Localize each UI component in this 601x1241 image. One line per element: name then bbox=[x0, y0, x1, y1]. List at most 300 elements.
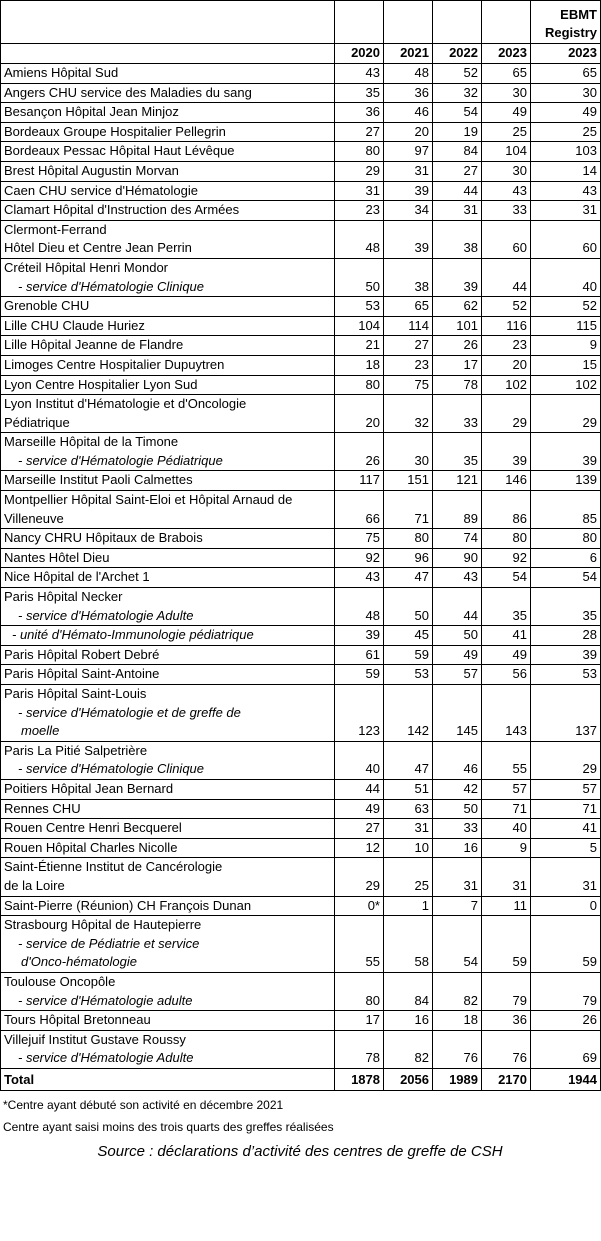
value-2020: 61 bbox=[335, 645, 384, 665]
value-2020: 35 bbox=[335, 83, 384, 103]
value-2021: 23 bbox=[384, 355, 433, 375]
centre-name-cell bbox=[1, 161, 335, 181]
value-ebmt-2023: 30 bbox=[531, 83, 601, 103]
value-2020: 44 bbox=[335, 779, 384, 799]
centre-name-cell bbox=[1, 181, 335, 201]
centre-name: Marseille Hôpital de la Timone bbox=[4, 434, 179, 450]
value-2020: 80 bbox=[335, 972, 384, 1010]
header-empty-cell bbox=[384, 1, 433, 44]
value-2021: 30 bbox=[384, 433, 433, 471]
centre-name-cell bbox=[1, 685, 335, 742]
centre-name-cell bbox=[1, 838, 335, 858]
year-header-ebmt-2023: 2023 bbox=[531, 44, 601, 64]
centre-name: Lyon Institut d'Hématologie et d'Oncologie bbox=[4, 396, 247, 412]
value-2023: 49 bbox=[482, 645, 531, 665]
value-2020: 20 bbox=[335, 395, 384, 433]
value-2022: 50 bbox=[433, 626, 482, 646]
table-row bbox=[1, 122, 601, 142]
value-2021: 97 bbox=[384, 142, 433, 162]
value-ebmt-2023: 71 bbox=[531, 799, 601, 819]
value-ebmt-2023: 139 bbox=[531, 471, 601, 491]
value-2022: 62 bbox=[433, 297, 482, 317]
value-2022: 78 bbox=[433, 375, 482, 395]
value-2021: 1 bbox=[384, 896, 433, 916]
table-row bbox=[1, 161, 601, 181]
centre-name-line: - service d'Hématologie et de greffe de bbox=[18, 704, 241, 720]
value-2021: 58 bbox=[384, 916, 433, 973]
table-row bbox=[1, 258, 601, 296]
centre-name-cell bbox=[1, 972, 335, 1010]
table-row bbox=[1, 896, 601, 916]
value-2020: 21 bbox=[335, 336, 384, 356]
value-2022: 145 bbox=[433, 685, 482, 742]
value-2023: 79 bbox=[482, 972, 531, 1010]
table-row bbox=[1, 181, 601, 201]
value-2021: 31 bbox=[384, 161, 433, 181]
value-2022: 54 bbox=[433, 103, 482, 123]
centre-name-cell bbox=[1, 568, 335, 588]
value-2020: 59 bbox=[335, 665, 384, 685]
centre-name: Bordeaux Groupe Hospitalier Pellegrin bbox=[4, 123, 226, 139]
centre-name-line: Villeneuve bbox=[4, 510, 64, 526]
centre-name-line: Hôtel Dieu et Centre Jean Perrin bbox=[4, 240, 192, 256]
table-row bbox=[1, 355, 601, 375]
centre-name-cell bbox=[1, 433, 335, 471]
value-2022: 74 bbox=[433, 529, 482, 549]
value-2020: 26 bbox=[335, 433, 384, 471]
value-2022: 44 bbox=[433, 181, 482, 201]
centre-name: Amiens Hôpital Sud bbox=[4, 65, 119, 80]
value-2023: 143 bbox=[482, 685, 531, 742]
value-2021: 114 bbox=[384, 316, 433, 336]
value-2023: 146 bbox=[482, 471, 531, 491]
header-empty-cell bbox=[482, 1, 531, 44]
value-2020: 43 bbox=[335, 568, 384, 588]
value-2023: 102 bbox=[482, 375, 531, 395]
value-2022: 33 bbox=[433, 819, 482, 839]
value-ebmt-2023: 103 bbox=[531, 142, 601, 162]
value-2023: 86 bbox=[482, 491, 531, 529]
centre-name-line: - service d'Hématologie Pédiatrique bbox=[18, 452, 223, 468]
centre-name: Paris Hôpital Saint-Antoine bbox=[4, 666, 160, 682]
centre-name-cell bbox=[1, 336, 335, 356]
centre-name: Créteil Hôpital Henri Mondor bbox=[4, 259, 169, 275]
table-row bbox=[1, 568, 601, 588]
table-row bbox=[1, 799, 601, 819]
value-ebmt-2023: 29 bbox=[531, 741, 601, 779]
value-2023: 36 bbox=[482, 1011, 531, 1031]
value-2022: 39 bbox=[433, 258, 482, 296]
value-2020: 80 bbox=[335, 142, 384, 162]
value-2021: 71 bbox=[384, 491, 433, 529]
value-2020: 78 bbox=[335, 1030, 384, 1068]
value-2021: 51 bbox=[384, 779, 433, 799]
value-2023: 30 bbox=[482, 161, 531, 181]
value-2023: 29 bbox=[482, 395, 531, 433]
table-row bbox=[1, 819, 601, 839]
value-2023: 60 bbox=[482, 220, 531, 258]
centre-name: Lyon Centre Hospitalier Lyon Sud bbox=[4, 376, 198, 392]
value-2021: 48 bbox=[384, 64, 433, 84]
value-ebmt-2023: 53 bbox=[531, 665, 601, 685]
centre-name: Paris Hôpital Saint-Louis bbox=[4, 686, 147, 701]
value-2023: 57 bbox=[482, 779, 531, 799]
year-header-2022: 2022 bbox=[433, 44, 482, 64]
value-2023: 33 bbox=[482, 201, 531, 221]
value-ebmt-2023: 25 bbox=[531, 122, 601, 142]
total-2023: 2170 bbox=[482, 1068, 531, 1090]
value-2023: 55 bbox=[482, 741, 531, 779]
table-row bbox=[1, 858, 601, 896]
value-ebmt-2023: 14 bbox=[531, 161, 601, 181]
centre-name-cell bbox=[1, 588, 335, 626]
value-2021: 16 bbox=[384, 1011, 433, 1031]
value-2020: 40 bbox=[335, 741, 384, 779]
centre-name: Brest Hôpital Augustin Morvan bbox=[4, 162, 179, 178]
centre-name: Rennes CHU bbox=[4, 800, 81, 816]
value-ebmt-2023: 65 bbox=[531, 64, 601, 84]
header-row-years bbox=[1, 44, 601, 64]
value-2023: 104 bbox=[482, 142, 531, 162]
value-2023: 116 bbox=[482, 316, 531, 336]
value-2023: 20 bbox=[482, 355, 531, 375]
centre-name: Rouen Centre Henri Becquerel bbox=[4, 820, 182, 836]
value-2021: 142 bbox=[384, 685, 433, 742]
value-2022: 90 bbox=[433, 548, 482, 568]
centre-name: Besançon Hôpital Jean Minjoz bbox=[4, 104, 179, 120]
total-2021: 2056 bbox=[384, 1068, 433, 1090]
value-2021: 80 bbox=[384, 529, 433, 549]
centre-name-cell bbox=[1, 316, 335, 336]
centre-name: Marseille Institut Paoli Calmettes bbox=[4, 472, 193, 488]
value-ebmt-2023: 5 bbox=[531, 838, 601, 858]
centre-name-line: - service d'Hématologie Clinique bbox=[18, 761, 205, 777]
value-2020: 49 bbox=[335, 799, 384, 819]
value-2022: 7 bbox=[433, 896, 482, 916]
value-2022: 82 bbox=[433, 972, 482, 1010]
centre-name-cell bbox=[1, 297, 335, 317]
header-empty-cell bbox=[433, 1, 482, 44]
value-2023: 41 bbox=[482, 626, 531, 646]
value-2020: 12 bbox=[335, 838, 384, 858]
value-2021: 75 bbox=[384, 375, 433, 395]
table-row bbox=[1, 741, 601, 779]
year-header-2023: 2023 bbox=[482, 44, 531, 64]
value-ebmt-2023: 57 bbox=[531, 779, 601, 799]
value-2020: 53 bbox=[335, 297, 384, 317]
table-row bbox=[1, 201, 601, 221]
value-ebmt-2023: 6 bbox=[531, 548, 601, 568]
table-row bbox=[1, 916, 601, 973]
centre-name-cell bbox=[1, 819, 335, 839]
value-2021: 65 bbox=[384, 297, 433, 317]
centre-name: Paris Hôpital Necker bbox=[4, 589, 123, 605]
centre-name-cell bbox=[1, 355, 335, 375]
value-2022: 18 bbox=[433, 1011, 482, 1031]
table-row bbox=[1, 685, 601, 742]
centre-name-line: Pédiatrique bbox=[4, 414, 70, 430]
value-2022: 50 bbox=[433, 799, 482, 819]
value-ebmt-2023: 49 bbox=[531, 103, 601, 123]
table-row bbox=[1, 626, 601, 646]
value-ebmt-2023: 40 bbox=[531, 258, 601, 296]
value-2023: 9 bbox=[482, 838, 531, 858]
centre-name-cell bbox=[1, 103, 335, 123]
total-label: Total bbox=[1, 1068, 335, 1090]
value-2021: 34 bbox=[384, 201, 433, 221]
value-2020: 48 bbox=[335, 588, 384, 626]
value-ebmt-2023: 102 bbox=[531, 375, 601, 395]
table-row bbox=[1, 142, 601, 162]
value-2020: 55 bbox=[335, 916, 384, 973]
centre-name: Grenoble CHU bbox=[4, 298, 90, 314]
centre-name-cell bbox=[1, 471, 335, 491]
value-2021: 31 bbox=[384, 819, 433, 839]
table-row bbox=[1, 395, 601, 433]
value-2020: 48 bbox=[335, 220, 384, 258]
centre-name-cell bbox=[1, 858, 335, 896]
value-2021: 63 bbox=[384, 799, 433, 819]
centre-name-cell bbox=[1, 122, 335, 142]
value-2022: 19 bbox=[433, 122, 482, 142]
centre-name-cell bbox=[1, 626, 335, 646]
value-ebmt-2023: 41 bbox=[531, 819, 601, 839]
footnote-partial-entry: Centre ayant saisi moins des trois quarts des greffes réalisées bbox=[3, 1119, 334, 1134]
value-2021: 20 bbox=[384, 122, 433, 142]
centre-name: Lille Hôpital Jeanne de Flandre bbox=[4, 337, 184, 353]
centre-name-line: moelle bbox=[21, 723, 60, 739]
table-row bbox=[1, 972, 601, 1010]
centre-name-cell bbox=[1, 491, 335, 529]
value-2021: 47 bbox=[384, 741, 433, 779]
value-ebmt-2023: 31 bbox=[531, 858, 601, 896]
value-2021: 84 bbox=[384, 972, 433, 1010]
centre-name-line: - service d'Hématologie adulte bbox=[18, 992, 193, 1008]
centre-name-cell bbox=[1, 201, 335, 221]
table-row bbox=[1, 665, 601, 685]
value-2022: 52 bbox=[433, 64, 482, 84]
table-row bbox=[1, 103, 601, 123]
header-empty-cell bbox=[1, 1, 335, 44]
value-2022: 38 bbox=[433, 220, 482, 258]
value-ebmt-2023: 60 bbox=[531, 220, 601, 258]
centre-name-line: - service d'Hématologie Adulte bbox=[18, 607, 194, 623]
centre-name: Toulouse Oncopôle bbox=[4, 973, 116, 989]
centre-name-line: - service d'Hématologie Adulte bbox=[18, 1050, 194, 1066]
centre-name: - unité d'Hémato-Immunologie pédiatrique bbox=[12, 627, 254, 643]
value-2021: 36 bbox=[384, 83, 433, 103]
table-row bbox=[1, 316, 601, 336]
value-2020: 80 bbox=[335, 375, 384, 395]
value-2022: 35 bbox=[433, 433, 482, 471]
total-2022: 1989 bbox=[433, 1068, 482, 1090]
value-2022: 31 bbox=[433, 201, 482, 221]
value-2020: 123 bbox=[335, 685, 384, 742]
value-2023: 35 bbox=[482, 588, 531, 626]
value-2022: 16 bbox=[433, 838, 482, 858]
value-2021: 50 bbox=[384, 588, 433, 626]
table-row bbox=[1, 588, 601, 626]
value-2023: 52 bbox=[482, 297, 531, 317]
centre-name: Nancy CHRU Hôpitaux de Brabois bbox=[4, 530, 203, 546]
value-2022: 42 bbox=[433, 779, 482, 799]
header-row-top bbox=[1, 1, 601, 44]
value-2021: 38 bbox=[384, 258, 433, 296]
value-2023: 31 bbox=[482, 858, 531, 896]
value-2021: 82 bbox=[384, 1030, 433, 1068]
centre-name-cell bbox=[1, 258, 335, 296]
centre-name-cell bbox=[1, 779, 335, 799]
centre-name: Tours Hôpital Bretonneau bbox=[4, 1012, 151, 1028]
value-2020: 104 bbox=[335, 316, 384, 336]
value-2022: 31 bbox=[433, 858, 482, 896]
table-row bbox=[1, 838, 601, 858]
value-2023: 49 bbox=[482, 103, 531, 123]
year-header-2020: 2020 bbox=[335, 44, 384, 64]
value-2021: 27 bbox=[384, 336, 433, 356]
value-2023: 71 bbox=[482, 799, 531, 819]
centre-name: Limoges Centre Hospitalier Dupuytren bbox=[4, 356, 225, 372]
value-2022: 27 bbox=[433, 161, 482, 181]
value-2020: 43 bbox=[335, 64, 384, 84]
centre-name-cell bbox=[1, 83, 335, 103]
value-2022: 46 bbox=[433, 741, 482, 779]
centre-name-line: - service de Pédiatrie et service bbox=[18, 935, 200, 951]
centre-name: Nice Hôpital de l'Archet 1 bbox=[4, 569, 150, 585]
centre-name-line: d'Onco-hématologie bbox=[21, 954, 137, 970]
centre-name-cell bbox=[1, 548, 335, 568]
centre-name-cell bbox=[1, 375, 335, 395]
table-row bbox=[1, 297, 601, 317]
centre-name: Clermont-Ferrand bbox=[4, 221, 107, 237]
value-2022: 57 bbox=[433, 665, 482, 685]
value-2022: 26 bbox=[433, 336, 482, 356]
centre-name: Angers CHU service des Maladies du sang bbox=[4, 84, 252, 100]
value-2022: 121 bbox=[433, 471, 482, 491]
table-row bbox=[1, 645, 601, 665]
value-ebmt-2023: 85 bbox=[531, 491, 601, 529]
centre-name-cell bbox=[1, 665, 335, 685]
table-row bbox=[1, 336, 601, 356]
value-2020: 75 bbox=[335, 529, 384, 549]
value-ebmt-2023: 69 bbox=[531, 1030, 601, 1068]
value-2022: 44 bbox=[433, 588, 482, 626]
value-2023: 11 bbox=[482, 896, 531, 916]
value-ebmt-2023: 137 bbox=[531, 685, 601, 742]
centre-name: Saint-Étienne Institut de Cancérologie bbox=[4, 859, 223, 875]
table-row bbox=[1, 491, 601, 529]
value-2022: 101 bbox=[433, 316, 482, 336]
value-ebmt-2023: 9 bbox=[531, 336, 601, 356]
value-2020: 31 bbox=[335, 181, 384, 201]
header-name-cell bbox=[1, 44, 335, 64]
value-ebmt-2023: 31 bbox=[531, 201, 601, 221]
value-2020: 36 bbox=[335, 103, 384, 123]
table-row bbox=[1, 220, 601, 258]
centre-name-cell bbox=[1, 142, 335, 162]
value-ebmt-2023: 115 bbox=[531, 316, 601, 336]
value-2021: 59 bbox=[384, 645, 433, 665]
value-ebmt-2023: 80 bbox=[531, 529, 601, 549]
value-ebmt-2023: 39 bbox=[531, 433, 601, 471]
table-body bbox=[1, 64, 601, 1069]
total-row bbox=[1, 1068, 601, 1090]
centre-name-cell bbox=[1, 799, 335, 819]
table-row bbox=[1, 64, 601, 84]
ebmt-header-line2: Registry bbox=[544, 25, 597, 41]
table-row bbox=[1, 1030, 601, 1068]
value-2020: 27 bbox=[335, 819, 384, 839]
value-2020: 18 bbox=[335, 355, 384, 375]
centre-name: Strasbourg Hôpital de Hautepierre bbox=[4, 917, 202, 933]
value-2020: 66 bbox=[335, 491, 384, 529]
value-2021: 46 bbox=[384, 103, 433, 123]
centre-name-cell bbox=[1, 896, 335, 916]
value-2022: 43 bbox=[433, 568, 482, 588]
value-2023: 92 bbox=[482, 548, 531, 568]
centre-name: Lille CHU Claude Huriez bbox=[4, 317, 145, 333]
total-ebmt-2023: 1944 bbox=[531, 1068, 601, 1090]
value-2023: 76 bbox=[482, 1030, 531, 1068]
value-2022: 17 bbox=[433, 355, 482, 375]
table-row bbox=[1, 529, 601, 549]
table-row bbox=[1, 433, 601, 471]
table-row bbox=[1, 375, 601, 395]
value-2021: 32 bbox=[384, 395, 433, 433]
value-2022: 89 bbox=[433, 491, 482, 529]
value-2023: 23 bbox=[482, 336, 531, 356]
value-ebmt-2023: 29 bbox=[531, 395, 601, 433]
centre-name: Villejuif Institut Gustave Roussy bbox=[4, 1031, 186, 1047]
centre-name-cell bbox=[1, 1011, 335, 1031]
value-2021: 39 bbox=[384, 220, 433, 258]
value-2020: 0* bbox=[335, 896, 384, 916]
value-2023: 56 bbox=[482, 665, 531, 685]
centre-name-line: - service d'Hématologie Clinique bbox=[18, 278, 205, 294]
value-2023: 39 bbox=[482, 433, 531, 471]
value-2022: 54 bbox=[433, 916, 482, 973]
value-2020: 23 bbox=[335, 201, 384, 221]
centre-name: Saint-Pierre (Réunion) CH François Dunan bbox=[4, 897, 252, 913]
centre-name-cell bbox=[1, 529, 335, 549]
centre-name: Clamart Hôpital d'Instruction des Armées bbox=[4, 202, 240, 218]
centre-name: Paris Hôpital Robert Debré bbox=[4, 646, 160, 662]
centre-name-cell bbox=[1, 395, 335, 433]
value-ebmt-2023: 39 bbox=[531, 645, 601, 665]
value-2020: 117 bbox=[335, 471, 384, 491]
centre-name-cell bbox=[1, 741, 335, 779]
value-2021: 53 bbox=[384, 665, 433, 685]
year-header-2021: 2021 bbox=[384, 44, 433, 64]
centre-name: Caen CHU service d'Hématologie bbox=[4, 182, 198, 198]
value-2023: 43 bbox=[482, 181, 531, 201]
value-2020: 27 bbox=[335, 122, 384, 142]
value-2020: 50 bbox=[335, 258, 384, 296]
value-2023: 80 bbox=[482, 529, 531, 549]
value-2023: 25 bbox=[482, 122, 531, 142]
centre-name-cell bbox=[1, 64, 335, 84]
value-2021: 39 bbox=[384, 181, 433, 201]
source-note: Source : déclarations d’activité des centres de greffe de CSH bbox=[97, 1142, 503, 1160]
footnote-started-2021: *Centre ayant débuté son activité en décembre 2021 bbox=[3, 1097, 284, 1112]
ebmt-header-line1: EBMT bbox=[560, 6, 597, 22]
centre-name-cell bbox=[1, 1030, 335, 1068]
centre-name: Rouen Hôpital Charles Nicolle bbox=[4, 839, 178, 855]
value-ebmt-2023: 26 bbox=[531, 1011, 601, 1031]
value-2023: 40 bbox=[482, 819, 531, 839]
centre-name-cell bbox=[1, 220, 335, 258]
centre-name-cell bbox=[1, 916, 335, 973]
